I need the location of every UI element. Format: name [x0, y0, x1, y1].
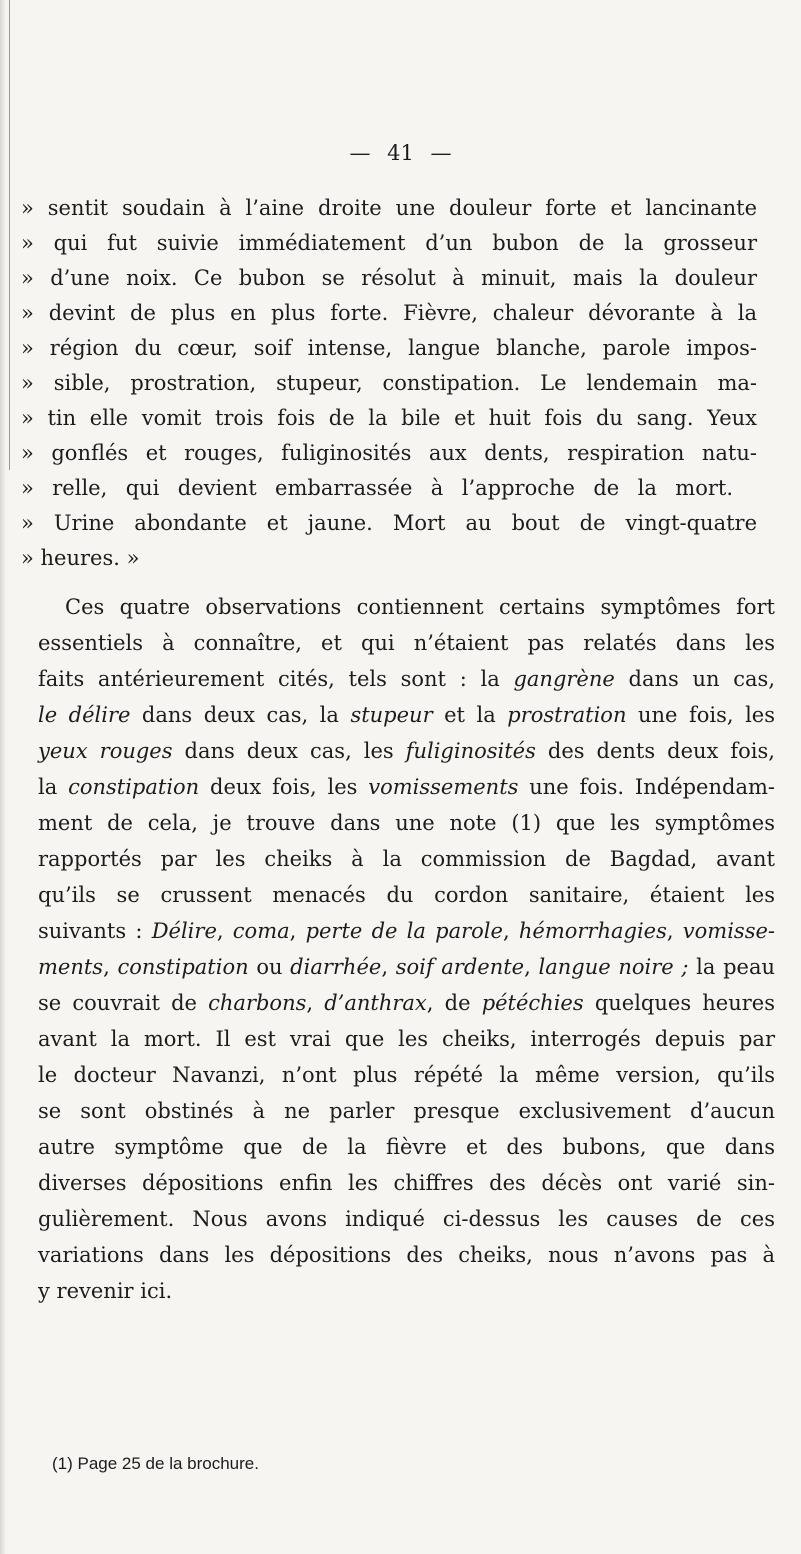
footnote: (1) Page 25 de la brochure.	[52, 1454, 259, 1473]
page-number: 41	[387, 141, 414, 165]
paragraph-line: essentiels à connaître, et qui n’étaient pas relatés dans les	[38, 631, 775, 655]
paragraph-line: diverses dépositions enfin les chiffres des décès ont varié sin-	[38, 1171, 775, 1195]
quote-line: » région du cœur, soif intense, langue blanche, parole impos-	[21, 336, 757, 360]
paragraph-line: qu’ils se crussent menacés du cordon sanitaire, étaient les	[38, 883, 775, 907]
page-edge-shadow	[0, 0, 6, 1554]
paragraph-line: rapportés par les cheiks à la commission de Bagdad, avant	[38, 847, 775, 871]
paragraph-line: avant la mort. Il est vrai que les cheiks, interrogés depuis par	[38, 1027, 775, 1051]
paragraph-line: autre symptôme que de la fièvre et des bubons, que dans	[38, 1135, 775, 1159]
page-number-dash-left: —	[349, 141, 371, 165]
paragraph-line: gulièrement. Nous avons indiqué ci-dessus les causes de ces	[38, 1207, 775, 1231]
page-number-dash-right: —	[430, 141, 452, 165]
quote-line: » qui fut suivie immédiatement d’un bubon de la grosseur	[21, 231, 757, 255]
paragraph-line: le docteur Navanzi, n’ont plus répété la même version, qu’ils	[38, 1063, 775, 1087]
paragraph-line: ments, constipation ou diarrhée, soif ardente, langue noire ; la peau	[38, 955, 775, 979]
paragraph-line: se couvrait de charbons, d’anthrax, de pétéchies quelques heures	[38, 991, 776, 1015]
page-number-header	[0, 141, 801, 165]
quote-line: » relle, qui devient embarrassée à l’approche de la mort.	[21, 476, 733, 500]
quote-line: » tin elle vomit trois fois de la bile et huit fois du sang. Yeux	[21, 406, 757, 430]
paragraph-line: suivants : Délire, coma, perte de la parole, hémorrhagies, vomisse-	[38, 919, 776, 943]
paragraph-line: Ces quatre observations contiennent certains symptômes fort	[65, 595, 775, 619]
paragraph-line: ment de cela, je trouve dans une note (1) que les symptômes	[38, 811, 775, 835]
paragraph-line: variations dans les dépositions des cheiks, nous n’avons pas à	[38, 1243, 775, 1267]
paragraph-line: la constipation deux fois, les vomissements une fois. Indépendam-	[38, 775, 775, 799]
paragraph-line: y revenir ici.	[38, 1279, 173, 1303]
paragraph-line: yeux rouges dans deux cas, les fuliginosités des dents deux fois,	[38, 739, 775, 763]
quote-line: » heures. »	[21, 546, 140, 570]
spine-line	[9, 0, 10, 470]
quote-line: » sible, prostration, stupeur, constipation. Le lendemain ma-	[21, 371, 757, 395]
quote-line: » gonflés et rouges, fuliginosités aux dents, respiration natu-	[21, 441, 757, 465]
quote-line: » d’une noix. Ce bubon se résolut à minuit, mais la douleur	[21, 266, 757, 290]
quote-line: » sentit soudain à l’aine droite une douleur forte et lancinante	[21, 196, 757, 220]
paragraph-line: le délire dans deux cas, la stupeur et la prostration une fois, les	[38, 703, 775, 727]
quote-line: » Urine abondante et jaune. Mort au bout de vingt-quatre	[21, 511, 757, 535]
paragraph-line: se sont obstinés à ne parler presque exclusivement d’aucun	[38, 1099, 775, 1123]
paragraph-line: faits antérieurement cités, tels sont : la gangrène dans un cas,	[38, 667, 775, 691]
quote-line: » devint de plus en plus forte. Fièvre, chaleur dévorante à la	[21, 301, 757, 325]
